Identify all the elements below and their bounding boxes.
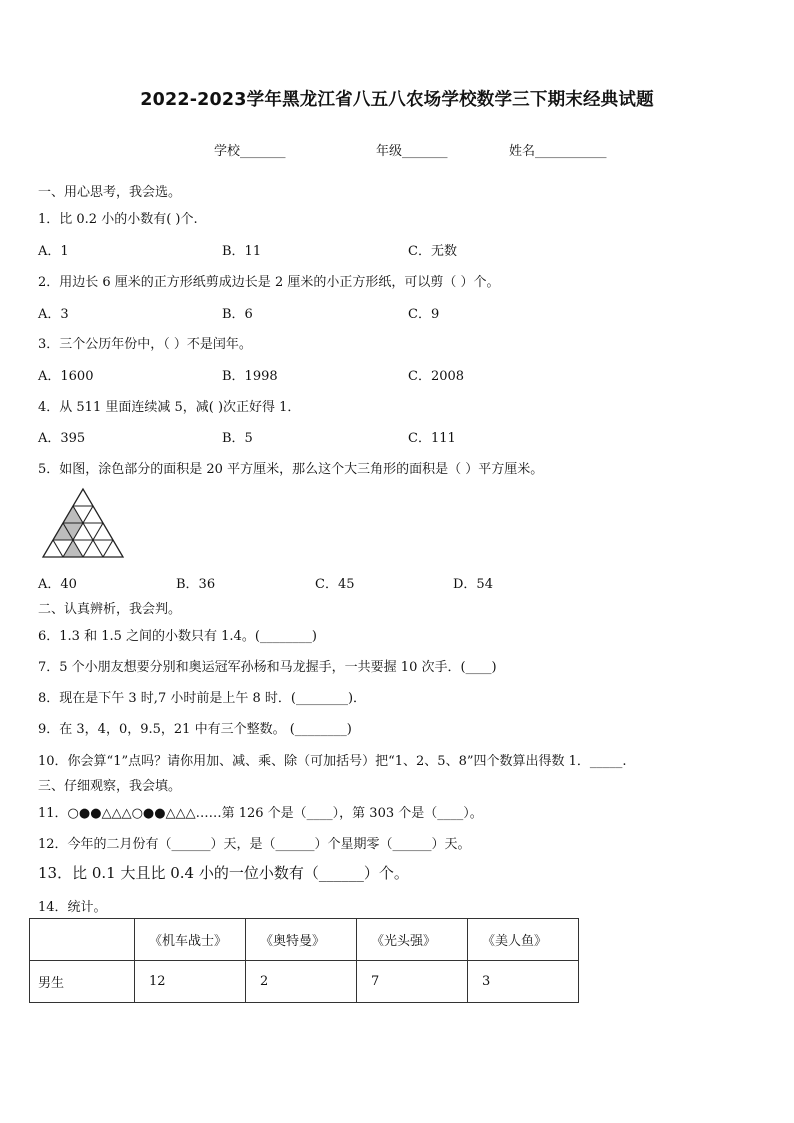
q5-option-d: D．54 [453,577,493,592]
table-cell: 2 [246,961,357,1003]
section-3-heading: 三、仔细观察，我会填。 [38,779,182,794]
triangle-figure [40,486,126,558]
question-5: 5．如图，涂色部分的面积是 20 平方厘米，那么这个大三角形的面积是（ ）平方厘米。 [38,462,544,477]
section-1-heading: 一、用心思考，我会选。 [38,185,182,200]
q5-option-c: C．45 [315,577,355,592]
table-header-cell [30,919,135,961]
q1-option-a: A．1 [38,244,69,259]
question-2: 2．用边长 6 厘米的正方形纸剪成边长是 2 厘米的小正方形纸，可以剪（ ）个。 [38,275,500,290]
table-header-cell: 《美人鱼》 [468,919,579,961]
q5-option-a: A．40 [38,577,77,592]
question-14: 14．统计。 [38,900,107,915]
question-12: 12．今年的二月份有（______）天，是（______）个星期零（______）天。 [38,837,471,852]
table-header-cell: 《奥特曼》 [246,919,357,961]
question-9: 9．在 3，4，0，9.5，21 中有三个整数。 (________) [38,722,352,737]
q3-option-c: C．2008 [408,369,465,384]
question-7: 7．5 个小朋友想要分别和奥运冠军孙杨和马龙握手，一共要握 10 次手．(____) [38,660,497,675]
school-field: 学校_______ [214,144,286,159]
question-10: 10．你会算“1”点吗？请你用加、减、乘、除（可加括号）把“1、2、5、8”四个数算出得数 1．_____. [38,754,627,769]
q5-option-b: B．36 [176,577,216,592]
q2-option-a: A．3 [38,307,69,322]
page-title: 2022-2023学年黑龙江省八五八农场学校数学三下期末经典试题 [140,90,654,110]
table-cell: 男生 [30,961,135,1003]
table-cell: 12 [135,961,246,1003]
table-header-cell: 《光头强》 [357,919,468,961]
question-11: 11．○●●△△△○●●△△△……第 126 个是（____），第 303 个是（____）。 [38,806,483,821]
table-header-cell: 《机车战士》 [135,919,246,961]
table-cell: 7 [357,961,468,1003]
q4-option-b: B．5 [222,431,253,446]
table-header-row [30,919,579,961]
grade-field: 年级_______ [376,144,448,159]
q1-option-b: B．11 [222,244,262,259]
statistics-table [29,918,579,1003]
name-field: 姓名___________ [509,144,607,159]
question-6: 6．1.3 和 1.5 之间的小数只有 1.4。(________) [38,629,317,644]
q2-option-b: B．6 [222,307,253,322]
section-2-heading: 二、认真辨析，我会判。 [38,602,182,617]
q2-option-c: C．9 [408,307,440,322]
q3-option-a: A．1600 [38,369,94,384]
table-cell: 3 [468,961,579,1003]
shaded-triangle [63,540,83,557]
q4-option-c: C．111 [408,431,456,446]
question-4: 4．从 511 里面连续减 5，减( )次正好得 1． [38,400,301,415]
q3-option-b: B．1998 [222,369,278,384]
q1-option-c: C．无数 [408,244,457,259]
question-1: 1．比 0.2 小的小数有( )个. [38,212,198,227]
table-row [30,961,579,1003]
shaded-triangle [63,506,83,523]
q4-option-a: A．395 [38,431,86,446]
question-13: 13．比 0.1 大且比 0.4 小的一位小数有（______）个。 [38,864,409,882]
question-3: 3．三个公历年份中，（ ）不是闰年。 [38,337,252,352]
question-8: 8．现在是下午 3 时,7 小时前是上午 8 时．(________)． [38,691,367,706]
